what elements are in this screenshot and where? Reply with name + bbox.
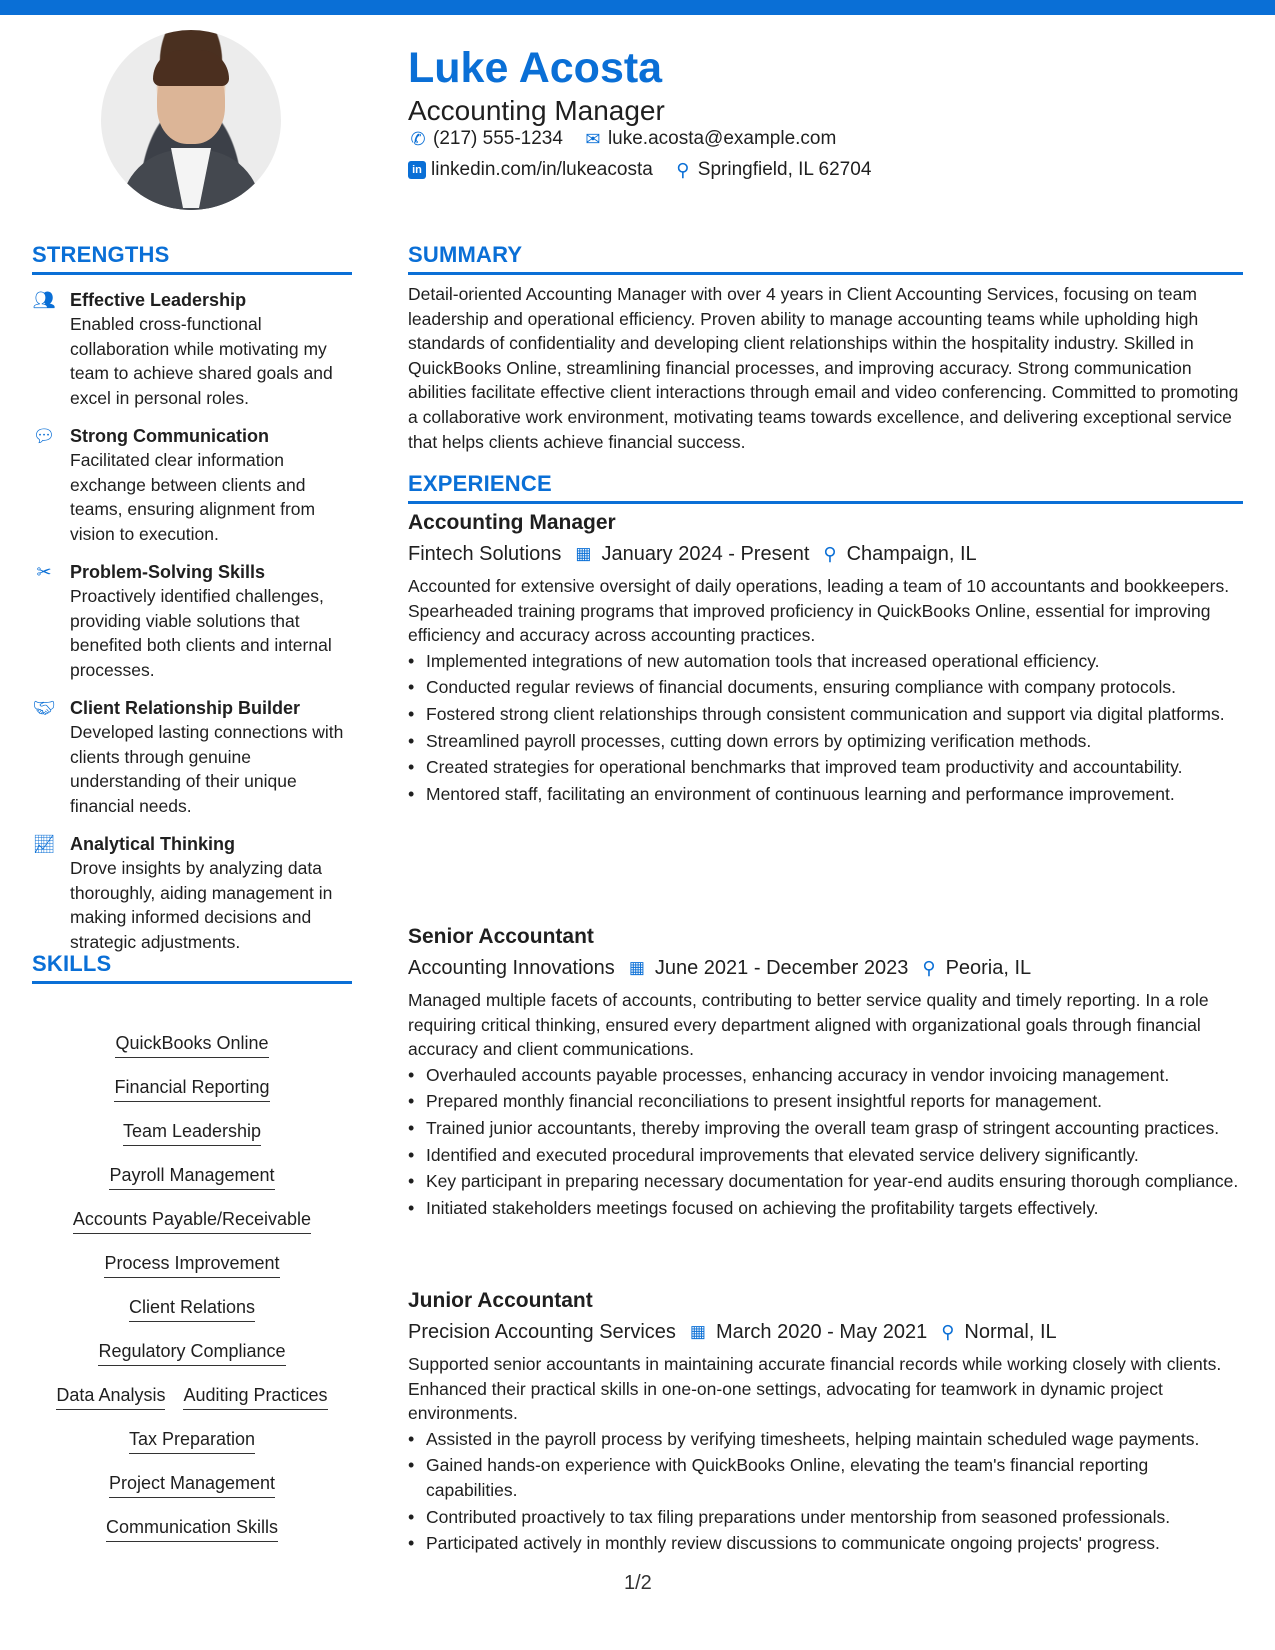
skill-tag: Team Leadership	[123, 1120, 261, 1146]
strengths-rule	[32, 272, 352, 275]
skill-tag: Tax Preparation	[129, 1428, 255, 1454]
job-title: Junior Accountant	[408, 1289, 593, 1312]
company-name: Fintech Solutions	[408, 543, 562, 565]
experience-heading: EXPERIENCE	[408, 471, 552, 496]
map-pin-icon: ⚲	[676, 159, 690, 180]
chat-bubble-icon: 💬︎	[32, 426, 56, 446]
bullet-item: • Streamlined payroll processes, cutting down errors by optimizing verification methods.	[408, 729, 1243, 754]
job-location: Champaign, IL	[846, 543, 977, 565]
bullet-item: • Key participant in preparing necessary documentation for year-end audits ensuring thorough compliance.	[408, 1169, 1243, 1194]
skill-tag: Data Analysis	[56, 1384, 165, 1410]
linkedin-text: linkedin.com/in/lukeacosta	[431, 159, 653, 180]
job-meta	[408, 540, 1243, 568]
skill-tag: Regulatory Compliance	[98, 1340, 285, 1366]
phone-text: (217) 555-1234	[433, 128, 563, 149]
candidate-name: Luke Acosta	[408, 44, 663, 92]
skills-rule	[32, 981, 352, 984]
job-title: Senior Accountant	[408, 925, 594, 948]
skill-tag: Project Management	[109, 1472, 275, 1498]
job-location: Peoria, IL	[945, 957, 1032, 979]
map-pin-icon: ⚲	[823, 544, 837, 564]
contact-row-2	[408, 159, 871, 181]
job-description: Accounted for extensive oversight of daily operations, leading a team of 10 accountants and bookkeepers. Spearheaded training programs that improved proficiency in QuickBooks Online, essential for improving efficiency and accuracy across accounting practices.	[408, 576, 1230, 646]
bullet-item: • Trained junior accountants, thereby improving the overall team grasp of stringent accounting practices.	[408, 1116, 1243, 1141]
strength-desc: Facilitated clear information exchange between clients and teams, ensuring alignment from vision to execution.	[70, 450, 316, 544]
map-pin-icon: ⚲	[941, 1322, 955, 1342]
summary-heading: SUMMARY	[408, 242, 523, 267]
candidate-title: Accounting Manager	[408, 95, 665, 126]
bullet-item: • Implemented integrations of new automation tools that increased operational efficiency.	[408, 649, 1243, 674]
strength-item	[32, 288, 352, 410]
skill-tag: Financial Reporting	[114, 1076, 269, 1102]
tools-icon: ✂	[36, 562, 52, 582]
strength-desc: Enabled cross-functional collaboration while motivating my team to achieve shared goals and excel in personal roles.	[70, 314, 333, 408]
page-number: 1/2	[624, 1572, 652, 1594]
handshake-icon: 🤝︎	[32, 698, 56, 718]
strengths-heading: STRENGTHS	[32, 242, 170, 267]
bullet-item: • Overhauled accounts payable processes, enhancing accuracy in vendor invoicing management.	[408, 1063, 1243, 1088]
strength-item	[32, 696, 352, 818]
strength-desc: Drove insights by analyzing data thoroughly, aiding management in making informed decisions and strategic adjustments.	[70, 858, 333, 952]
skill-tag: Accounts Payable/Receivable	[73, 1208, 311, 1234]
strength-name: Effective Leadership	[70, 290, 247, 310]
experience-entry	[408, 1288, 1243, 1558]
location-text: Springfield, IL 62704	[697, 159, 872, 180]
summary-rule	[408, 272, 1243, 275]
strength-name: Client Relationship Builder	[70, 698, 301, 718]
phone-icon: ✆	[410, 128, 426, 149]
bullet-item: • Initiated stakeholders meetings focused on achieving the profitability targets effectively.	[408, 1196, 1243, 1221]
contact-row-1	[408, 128, 836, 150]
bullet-item: • Mentored staff, facilitating an environment of continuous learning and performance improvement.	[408, 782, 1243, 807]
experience-entry	[408, 510, 1243, 808]
calendar-icon: ▦	[628, 958, 645, 977]
bullet-item: • Conducted regular reviews of financial documents, ensuring compliance with company protocols.	[408, 675, 1243, 700]
bullet-item: • Prepared monthly financial reconciliations to present insightful reports for management.	[408, 1089, 1243, 1114]
job-dates: March 2020 - May 2021	[715, 1321, 928, 1343]
chart-line-icon: 📈︎	[32, 834, 56, 854]
users-icon: 👥︎	[32, 290, 56, 310]
company-name: Precision Accounting Services	[408, 1321, 676, 1343]
bullet-item: • Fostered strong client relationships through consistent communication and support via digital platforms.	[408, 702, 1243, 727]
strength-desc: Developed lasting connections with clients through genuine understanding of their unique financial needs.	[70, 722, 344, 816]
company-name: Accounting Innovations	[408, 957, 615, 979]
map-pin-icon: ⚲	[922, 958, 936, 978]
skills-list	[32, 1032, 352, 1560]
experience-entry	[408, 924, 1243, 1222]
linkedin-icon: in	[408, 161, 426, 179]
summary-text: Detail-oriented Accounting Manager with over 4 years in Client Accounting Services, focusing on team leadership and operational efficiency. Proven ability to manage accounting teams while upholding high standards of confidentiality and developing client relationships within the hospitality industry. Skilled in QuickBooks Online, streamlining financial processes, and improving accuracy. Strong communication abilities facilitate effective client interactions through email and video conferencing. Committed to promoting a collaborative work environment, motivating teams towards excellence, and delivering exceptional service that helps clients achieve financial success.	[408, 284, 1239, 452]
strength-item	[32, 424, 352, 546]
email-contact[interactable]	[583, 128, 836, 150]
strength-name: Problem-Solving Skills	[70, 562, 266, 582]
skill-tag: Communication Skills	[106, 1516, 278, 1542]
job-dates: June 2021 - December 2023	[654, 957, 909, 979]
job-bullets	[408, 1063, 1243, 1221]
job-title: Accounting Manager	[408, 511, 616, 534]
bullet-item: • Gained hands-on experience with QuickBooks Online, elevating the team's financial reporting capabilities.	[408, 1453, 1243, 1502]
linkedin-contact[interactable]	[408, 159, 653, 181]
strength-name: Analytical Thinking	[70, 834, 236, 854]
job-meta	[408, 1318, 1243, 1346]
bullet-item: • Contributed proactively to tax filing preparations under mentorship from seasoned professionals.	[408, 1505, 1243, 1530]
envelope-icon: ✉	[585, 128, 601, 149]
calendar-icon: ▦	[575, 544, 592, 563]
bullet-item: • Participated actively in monthly review discussions to communicate ongoing projects' progress.	[408, 1531, 1243, 1556]
skills-heading: SKILLS	[32, 951, 112, 976]
skill-tag: Payroll Management	[109, 1164, 274, 1190]
skill-tag: QuickBooks Online	[115, 1032, 268, 1058]
job-meta	[408, 954, 1243, 982]
strength-desc: Proactively identified challenges, providing viable solutions that benefited both clients and internal processes.	[70, 586, 332, 680]
job-bullets	[408, 1427, 1243, 1556]
email-text: luke.acosta@example.com	[607, 128, 837, 149]
strength-item	[32, 560, 352, 682]
skill-tag: Process Improvement	[104, 1252, 279, 1278]
strengths-list	[32, 288, 352, 968]
calendar-icon: ▦	[689, 1322, 706, 1341]
profile-photo	[101, 30, 281, 210]
strength-item	[32, 832, 352, 954]
job-bullets	[408, 649, 1243, 807]
bullet-item: • Created strategies for operational benchmarks that improved team productivity and accountability.	[408, 755, 1243, 780]
job-description: Supported senior accountants in maintaining accurate financial records while working closely with clients. Enhanced their practical skills in one-on-one settings, advocating for teamwork in dynamic project environments.	[408, 1354, 1222, 1424]
experience-rule	[408, 501, 1243, 504]
phone-contact[interactable]	[408, 128, 563, 150]
job-location: Normal, IL	[964, 1321, 1057, 1343]
bullet-item: • Assisted in the payroll process by verifying timesheets, helping maintain scheduled wage payments.	[408, 1427, 1243, 1452]
skill-tag: Auditing Practices	[183, 1384, 327, 1410]
strength-name: Strong Communication	[70, 426, 269, 446]
skill-tag: Client Relations	[129, 1296, 255, 1322]
location-contact	[673, 159, 872, 181]
top-accent-bar	[0, 0, 1275, 15]
bullet-item: • Identified and executed procedural improvements that elevated service delivery significantly.	[408, 1143, 1243, 1168]
job-dates: January 2024 - Present	[601, 543, 810, 565]
job-description: Managed multiple facets of accounts, contributing to better service quality and timely reporting. In a role requiring critical thinking, ensured every department aligned with organizational goals through financial accuracy and client communications.	[408, 990, 1209, 1060]
